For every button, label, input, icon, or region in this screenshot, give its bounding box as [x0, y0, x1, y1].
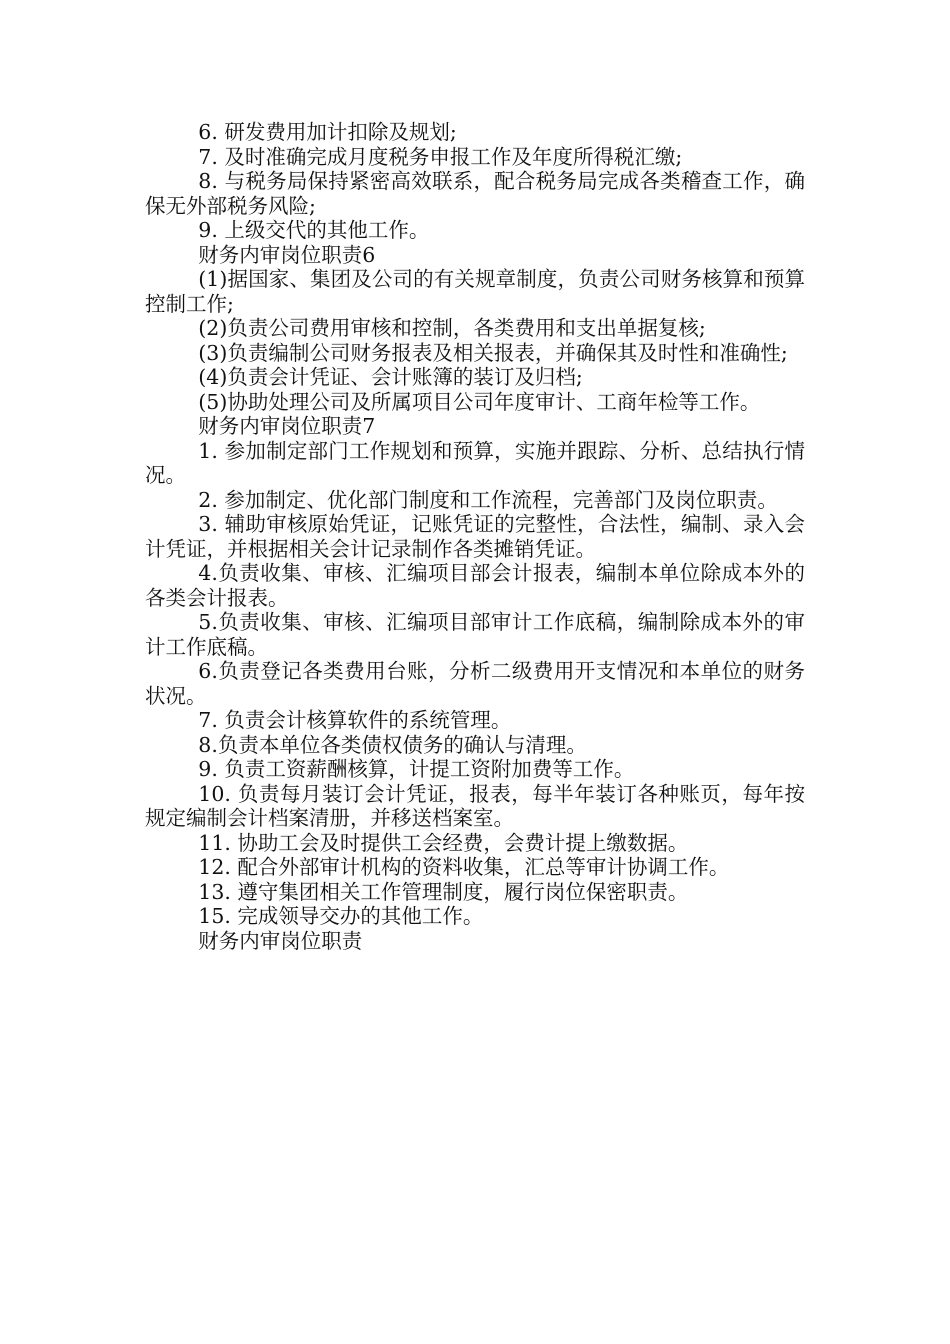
paragraph: 6. 研发费用加计扣除及规划; — [198, 120, 457, 144]
paragraph: 15. 完成领导交办的其他工作。 — [198, 904, 484, 928]
paragraph: 3. 辅助审核原始凭证，记账凭证的完整性，合法性，编制、录入会计凭证，并根据相关会计记录制作各类摊销凭证。 — [145, 512, 805, 561]
paragraph: 7. 及时准确完成月度税务申报工作及年度所得税汇缴; — [198, 144, 683, 169]
paragraph: 4.负责收集、审核、汇编项目部会计报表，编制本单位除成本外的各类会计报表。 — [145, 561, 805, 610]
paragraph: (4)负责会计凭证、会计账簿的装订及归档; — [198, 365, 583, 389]
paragraph: 8. 与税务局保持紧密高效联系，配合税务局完成各类稽查工作，确保无外部税务风险; — [145, 169, 805, 218]
paragraph: (3)负责编制公司财务报表及相关报表，并确保其及时性和准确性; — [198, 340, 788, 365]
document-body — [145, 120, 805, 953]
section-heading: 财务内审岗位职责 — [198, 928, 363, 953]
paragraph: 13. 遵守集团相关工作管理制度，履行岗位保密职责。 — [198, 879, 689, 904]
section-heading: 财务内审岗位职责6 — [198, 242, 376, 267]
paragraph: (1)据国家、集团及公司的有关规章制度，负责公司财务核算和预算控制工作; — [145, 267, 805, 316]
paragraph: 9. 负责工资薪酬核算，计提工资附加费等工作。 — [198, 757, 635, 781]
paragraph: 8.负责本单位各类债权债务的确认与清理。 — [198, 732, 587, 757]
paragraph: 10. 负责每月装订会计凭证，报表，每半年装订各种账页，每年按规定编制会计档案清册，并移送档案室。 — [145, 781, 805, 830]
paragraph: 12. 配合外部审计机构的资料收集，汇总等审计协调工作。 — [198, 855, 730, 879]
paragraph: (2)负责公司费用审核和控制，各类费用和支出单据复核; — [198, 316, 706, 340]
paragraph: 5.负责收集、审核、汇编项目部审计工作底稿，编制除成本外的审计工作底稿。 — [145, 610, 805, 659]
paragraph: 1. 参加制定部门工作规划和预算，实施并跟踪、分析、总结执行情况。 — [145, 438, 805, 487]
paragraph: (5)协助处理公司及所属项目公司年度审计、工商年检等工作。 — [198, 389, 761, 414]
section-heading: 财务内审岗位职责7 — [198, 414, 376, 438]
paragraph: 2. 参加制定、优化部门制度和工作流程，完善部门及岗位职责。 — [198, 487, 778, 512]
paragraph: 11. 协助工会及时提供工会经费，会费计提上缴数据。 — [198, 830, 689, 855]
paragraph: 7. 负责会计核算软件的系统管理。 — [198, 708, 512, 732]
paragraph: 9. 上级交代的其他工作。 — [198, 218, 430, 242]
paragraph: 6.负责登记各类费用台账，分析二级费用开支情况和本单位的财务状况。 — [145, 659, 805, 708]
